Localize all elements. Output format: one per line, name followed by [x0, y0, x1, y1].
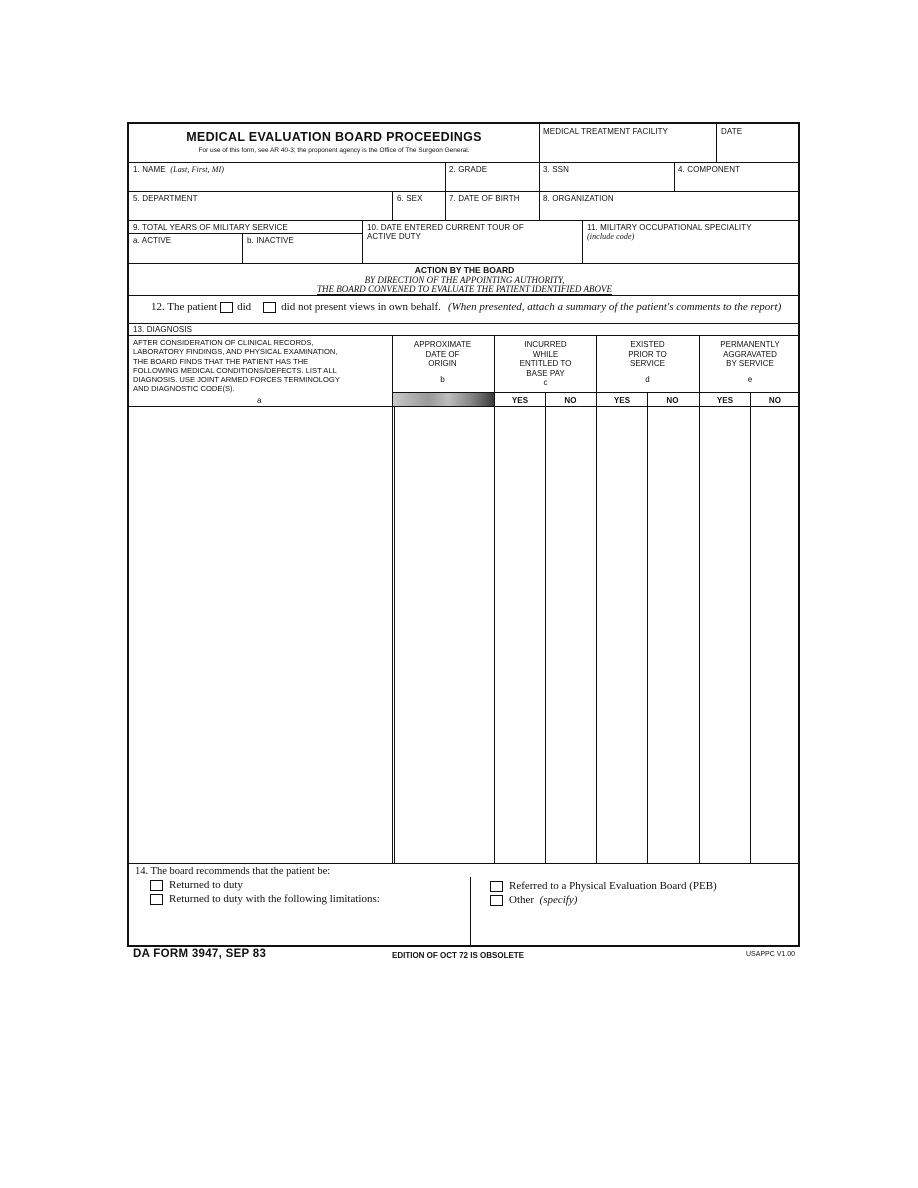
ssn-field[interactable]: [540, 176, 673, 190]
returned-limits-checkbox[interactable]: [150, 894, 163, 905]
item14-label: 14. The board recommends that the patient be:: [135, 866, 331, 877]
col-a-letter: a: [257, 396, 262, 405]
peb-option[interactable]: Referred to a Physical Evaluation Board (PEB): [490, 880, 717, 892]
department-label: 5. DEPARTMENT: [133, 194, 198, 203]
inactive-field[interactable]: [243, 246, 361, 262]
col-c-no: NO: [564, 396, 577, 405]
col-c-head: INCURRED WHILE ENTITLED TO BASE PAY c: [519, 340, 572, 387]
active-field[interactable]: [130, 246, 240, 262]
other-checkbox[interactable]: [490, 895, 503, 906]
service-years-label: 9. TOTAL YEARS OF MILITARY SERVICE: [133, 223, 288, 232]
peb-checkbox[interactable]: [490, 881, 503, 892]
col-e-no: NO: [768, 396, 782, 405]
col-c-yes: YES: [511, 396, 529, 405]
mos-field[interactable]: [583, 242, 799, 262]
diagnosis-label: 13. DIAGNOSIS: [133, 325, 193, 334]
returned-option[interactable]: Returned to duty: [150, 879, 243, 891]
organization-label: 8. ORGANIZATION: [543, 194, 614, 203]
limitations-field[interactable]: [137, 910, 467, 946]
tour-label: 10. DATE ENTERED CURRENT TOUR OF ACTIVE DUTY: [367, 223, 524, 241]
active-label: a. ACTIVE: [133, 236, 172, 245]
existed-no-area[interactable]: [648, 407, 699, 862]
inactive-label: b. INACTIVE: [247, 236, 294, 245]
date-of-origin-area[interactable]: [395, 407, 493, 862]
col-e-head: PERMANENTLY AGGRAVATED BY SERVICE e: [720, 340, 780, 384]
date-field[interactable]: [717, 138, 799, 161]
returned-checkbox[interactable]: [150, 880, 163, 891]
form-id: DA FORM 3947, SEP 83: [133, 948, 267, 960]
diagnosis-instructions: AFTER CONSIDERATION OF CLINICAL RECORDS, LABORATORY FINDINGS, AND PHYSICAL EXAMINATION, THE BOARD FINDS THAT THE PATIENT HAS THE FOLLOWING MEDICAL CONDITIONS/DEFECTS. LIST ALL DIAGNOSIS. USE JOINT ARMED FORCES TERMINOLOGY AND DIAGNOSTIC CODE(S).: [133, 338, 340, 394]
item12-row: 12. The patient did did not present views in own behalf. (When presented, attach a summary of the patient's comments to the report): [151, 301, 782, 313]
component-label: 4. COMPONENT: [678, 165, 741, 174]
sex-field[interactable]: [393, 205, 444, 219]
other-option[interactable]: Other (specify): [490, 894, 577, 906]
did-not-checkbox[interactable]: [263, 302, 276, 313]
action-line2: THE BOARD CONVENED TO EVALUATE THE PATIENT IDENTIFIED ABOVE: [316, 284, 612, 294]
other-specify-field[interactable]: [474, 910, 798, 946]
form-title: MEDICAL EVALUATION BOARD PROCEEDINGS: [186, 130, 482, 144]
action-line1: BY DIRECTION OF THE APPOINTING AUTHORITY,: [364, 275, 565, 285]
col-d-no: NO: [666, 396, 679, 405]
department-field[interactable]: [130, 205, 390, 219]
col-d-head: EXISTED PRIOR TO SERVICE d: [628, 340, 667, 384]
form-subtitle: For use of this form, see AR 40-3; the proponent agency is the Office of The Surgeon General.: [198, 147, 470, 154]
dob-field[interactable]: [446, 205, 539, 219]
organization-field[interactable]: [540, 205, 799, 219]
grade-field[interactable]: [446, 176, 539, 190]
existed-yes-area[interactable]: [597, 407, 647, 862]
col-b-head: APPROXIMATE DATE OF ORIGIN b: [413, 340, 472, 384]
diagnosis-text-area[interactable]: [130, 407, 391, 862]
grade-label: 2. GRADE: [449, 165, 488, 174]
dob-label: 7. DATE OF BIRTH: [449, 194, 520, 203]
incurred-yes-area[interactable]: [495, 407, 545, 862]
ssn-label: 3. SSN: [543, 165, 569, 174]
aggravated-yes-area[interactable]: [700, 407, 750, 862]
medical-evaluation-form: [127, 122, 800, 947]
date-label: DATE: [721, 127, 743, 136]
mos-label: 11. MILITARY OCCUPATIONAL SPECIALITY (include code): [587, 223, 752, 241]
action-heading: ACTION BY THE BOARD: [414, 265, 515, 275]
facility-field[interactable]: [540, 138, 715, 161]
component-field[interactable]: [675, 176, 799, 190]
name-label: 1. NAME (Last, First, MI): [133, 165, 225, 174]
col-d-yes: YES: [613, 396, 631, 405]
returned-limits-option[interactable]: Returned to duty with the following limitations:: [150, 893, 380, 905]
name-field[interactable]: [130, 176, 443, 190]
aggravated-no-area[interactable]: [751, 407, 800, 862]
tour-date-field[interactable]: [363, 242, 581, 262]
version-note: USAPPC V1.00: [746, 951, 796, 958]
facility-label: MEDICAL TREATMENT FACILITY: [543, 127, 668, 136]
shaded-cell: [393, 393, 494, 406]
incurred-no-area[interactable]: [546, 407, 596, 862]
col-e-yes: YES: [716, 396, 734, 405]
edition-note: EDITION OF OCT 72 IS OBSOLETE: [392, 951, 525, 960]
did-checkbox[interactable]: [220, 302, 233, 313]
sex-label: 6. SEX: [397, 194, 423, 203]
